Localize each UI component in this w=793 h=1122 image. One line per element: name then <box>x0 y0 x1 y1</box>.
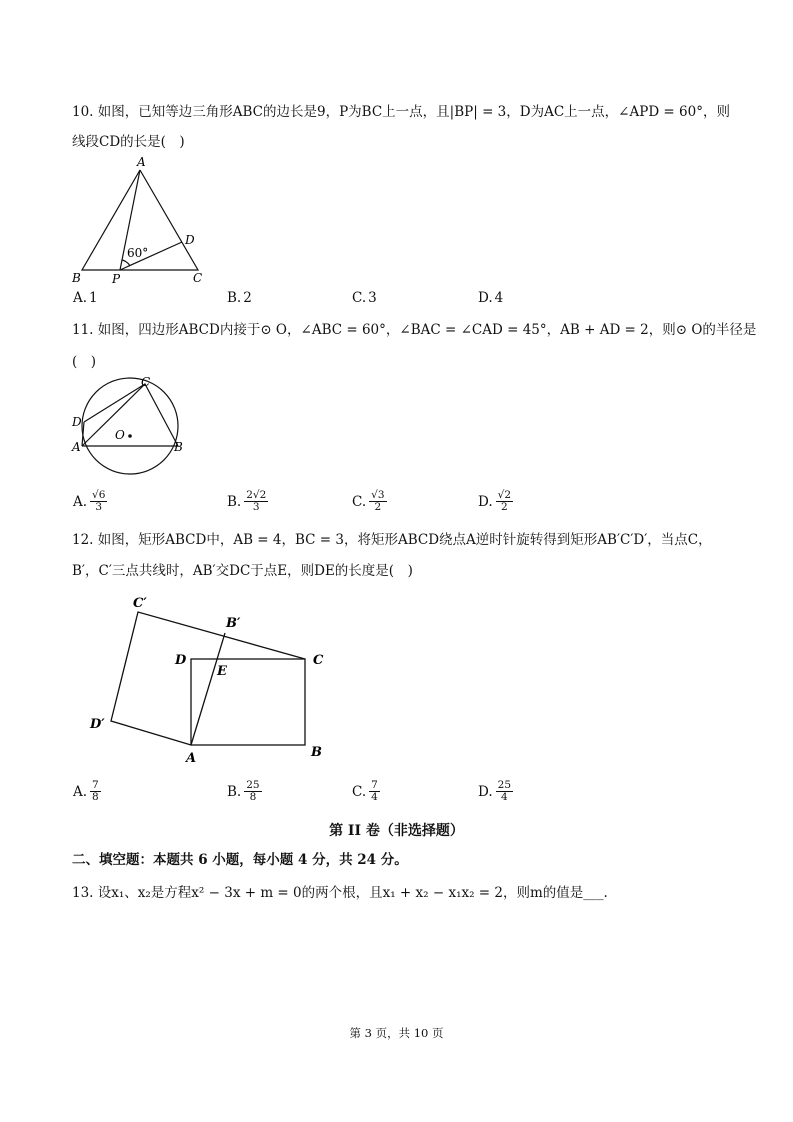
q10-label-b: B <box>72 271 81 285</box>
page-footer: 第 3 页，共 10 页 <box>349 1026 444 1040</box>
q11-figure <box>66 370 196 485</box>
section-title: 第 II 卷（非选择题） <box>329 823 464 839</box>
q12-figure <box>80 585 340 770</box>
q12-label-c: C <box>313 653 324 668</box>
q12-label-e: E <box>217 664 227 679</box>
q10-option-a[interactable]: A. 1 <box>73 290 98 306</box>
q11-label-a: A <box>72 440 81 454</box>
q11-center-dot <box>128 434 132 438</box>
q10-angle-label: 60° <box>127 246 149 260</box>
q11-label-b: B <box>174 440 183 454</box>
q10-label-a: A <box>137 155 146 169</box>
q12-label-d1: D′ <box>90 717 105 732</box>
q11-option-b[interactable]: B. $\frac{2√2}{3}$ <box>227 489 267 513</box>
q11-line2: ( ) <box>72 354 97 370</box>
q11-option-d[interactable]: D. $\frac{√2}{2}$ <box>478 489 512 513</box>
q12-label-b: B <box>311 745 322 760</box>
q12-option-c[interactable]: C. $\frac{7}{4}$ <box>352 779 378 803</box>
q10-line2: 线段CD的长是( ) <box>72 134 185 150</box>
q12-label-b1: B′ <box>226 616 241 631</box>
q11-option-a[interactable]: A. $\frac{√6}{3}$ <box>73 489 106 513</box>
q10-label-c: C <box>193 271 203 285</box>
q11-option-c[interactable]: C. $\frac{√3}{2}$ <box>352 489 385 513</box>
q12-option-d[interactable]: D. $\frac{25}{4}$ <box>478 779 512 803</box>
part2-heading: 二、填空题：本题共 6 小题，每小题 4 分，共 24 分。 <box>72 852 408 868</box>
q11-line1: 11. 如图，四边形ABCD内接于⊙ O，∠ABC = 60°，∠BAC = ∠CAD = 45°，AB + AD = 2，则⊙ O的半径是 <box>72 322 757 338</box>
q10-option-c[interactable]: C. 3 <box>352 290 377 306</box>
q10-label-d: D <box>185 233 195 247</box>
q10-line1: 10. 如图，已知等边三角形ABC的边长是9，P为BC上一点，且|BP| = 3，D为AC上一点，∠APD = 60°，则 <box>72 104 730 120</box>
q10-figure <box>60 150 220 290</box>
q12-label-d: D <box>175 653 187 668</box>
q10-option-b[interactable]: B. 2 <box>227 290 252 306</box>
q12-label-c1: C′ <box>133 596 147 611</box>
q11-label-o: O <box>115 428 125 442</box>
q11-label-c: C <box>141 375 151 389</box>
q12-label-a: A <box>186 751 197 766</box>
q12-line2: B′，C′三点共线时，AB′交DC于点E，则DE的长度是( ) <box>72 563 413 579</box>
q11-label-d: D <box>72 415 82 429</box>
q10-option-d[interactable]: D. 4 <box>478 290 504 306</box>
q13-text: 13. 设x₁、x₂是方程x² − 3x + m = 0的两个根，且x₁ + x₂ − x₁x₂ = 2，则m的值是___. <box>72 885 608 901</box>
q12-line1: 12. 如图，矩形ABCD中，AB = 4，BC = 3，将矩形ABCD绕点A逆时针旋转得到矩形AB′C′D′，当点C， <box>72 532 712 548</box>
q12-option-a[interactable]: A. $\frac{7}{8}$ <box>73 779 99 803</box>
q10-label-p: P <box>112 272 121 286</box>
q12-option-b[interactable]: B. $\frac{25}{8}$ <box>227 779 260 803</box>
